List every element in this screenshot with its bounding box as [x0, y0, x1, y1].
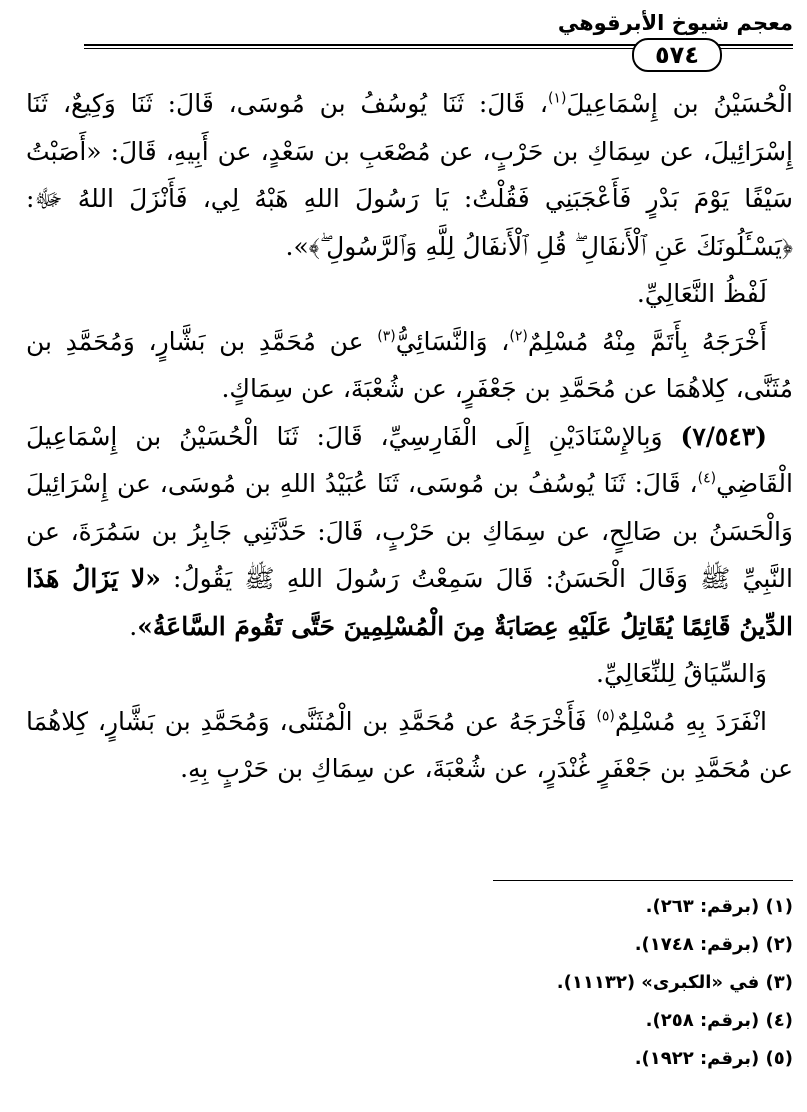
hadith-number: (٧/٥٤٣) — [680, 421, 767, 451]
paragraph-6 — [26, 698, 793, 793]
footnote-1: (١) (برقم: ٢٦٣). — [645, 896, 793, 917]
text-run: . — [129, 611, 138, 641]
text-run: فَأَخْرَجَهُ عن مُحَمَّدِ بن الْمُثَنَّى، وَمُحَمَّدِ بن بَشَّارٍ، كِلاهُمَا عن مُحَمَّدِ بن جَعْفَرٍ غُنْدَرٍ، عن شُعْبَةَ، عن سِمَاكِ بن حَرْبٍ بِهِ. — [26, 706, 793, 783]
text-run: ، وَالنَّسَائِيُّ — [395, 326, 510, 356]
footnote-3: (٣) في «الكبرى» (١١١٣٢). — [556, 972, 793, 993]
footnote-separator — [493, 880, 793, 881]
paragraph-5: وَالسِّيَاقُ لِلنِّعَالِيِّ. — [596, 659, 767, 688]
footnote-ref-3: (٣) — [377, 328, 396, 345]
footnote-ref-4: (٤) — [697, 470, 717, 487]
text-run: ، قَالَ: ثَنَا يُوسُفُ بن مُوسَى، ثَنَا عُبَيْدُ اللهِ بن مُوسَى، عن إِسْرَائِيلَ وَالْحَسَنُ بن صَالِحٍ، عن سِمَاكِ بن حَرْبٍ، قَالَ: حَدَّثَنِي جَابِرُ بن سَمُرَةَ، عن النَّبِيِّ ﷺ وَقَالَ الْحَسَنُ: قَالَ سَمِعْتُ رَسُولَ اللهِ ﷺ يَقُولُ: — [26, 469, 793, 593]
paragraph-3 — [26, 318, 793, 413]
footnotes — [557, 888, 793, 1078]
text-run: وَبِالإِسْنَادَيْنِ إِلَى الْفَارِسِيِّ، قَالَ: ثَنَا الْحُسَيْنُ بن إِسْمَاعِيلَ الْقَاضِي — [26, 421, 793, 498]
main-text — [26, 80, 793, 793]
paragraph-1 — [26, 80, 793, 270]
text-run: ، قَالَ: ثَنَا يُوسُفُ بن مُوسَى، قَالَ: ثَنَا وَكِيعٌ، ثَنَا إِسْرَائِيلَ، عن سِمَاكِ بن حَرْبٍ، عن مُصْعَبِ بن سَعْدٍ، عن أَبِيهِ، قَالَ: «أَصَبْتُ سَيْفًا يَوْمَ بَدْرٍ فَأَعْجَبَنِي فَقُلْتُ: يَا رَسُولَ اللهِ هَبْهُ لِي، فَأَنْزَلَ اللهُ ﷻ: ﴿يَسْـَٔلُونَكَ عَنِ ٱلْأَنفَالِ ۖ قُلِ ٱلْأَنفَالُ لِلَّهِ وَٱلرَّسُولِ ۖ﴾». — [26, 89, 793, 261]
paragraph-2: لَفْظُ النَّعَالِيِّ. — [636, 279, 767, 308]
footnote-ref-5: (٥) — [596, 708, 615, 725]
hadith-text: «لا يَزَالُ هَذَا الدِّينُ قَائِمًا يُقَاتِلُ عَلَيْهِ عِصَابَةٌ مِنَ الْمُسْلِمِينَ حَتَّى تَقُومَ السَّاعَةُ» — [26, 564, 793, 641]
text-run: الْحُسَيْنُ بن إِسْمَاعِيلَ — [566, 89, 793, 118]
text-run: عن مُحَمَّدِ بن بَشَّارٍ، وَمُحَمَّدِ بن مُثَنَّى، كِلاهُمَا عن مُحَمَّدِ بن جَعْفَرٍ، عن شُعْبَةَ، عن سِمَاكٍ. — [26, 326, 793, 403]
footnote-ref-1: (١) — [547, 90, 567, 107]
footnote-2: (٢) (برقم: ١٧٤٨). — [634, 934, 793, 955]
footnote-ref-2: (٢) — [509, 328, 528, 345]
footnote-5: (٥) (برقم: ١٩٢٢). — [634, 1048, 793, 1069]
book-title: معجم شيوخ الأبرقوهي — [557, 11, 793, 35]
paragraph-4 — [26, 413, 793, 651]
page-number: ٥٧٤ — [632, 38, 722, 72]
text-run: انْفَرَدَ بِهِ مُسْلِمٌ — [614, 706, 767, 736]
footnote-4: (٤) (برقم: ٢٥٨). — [645, 1010, 793, 1031]
text-run: أَخْرَجَهُ بِأَتَمَّ مِنْهُ مُسْلِمٌ — [527, 326, 767, 356]
